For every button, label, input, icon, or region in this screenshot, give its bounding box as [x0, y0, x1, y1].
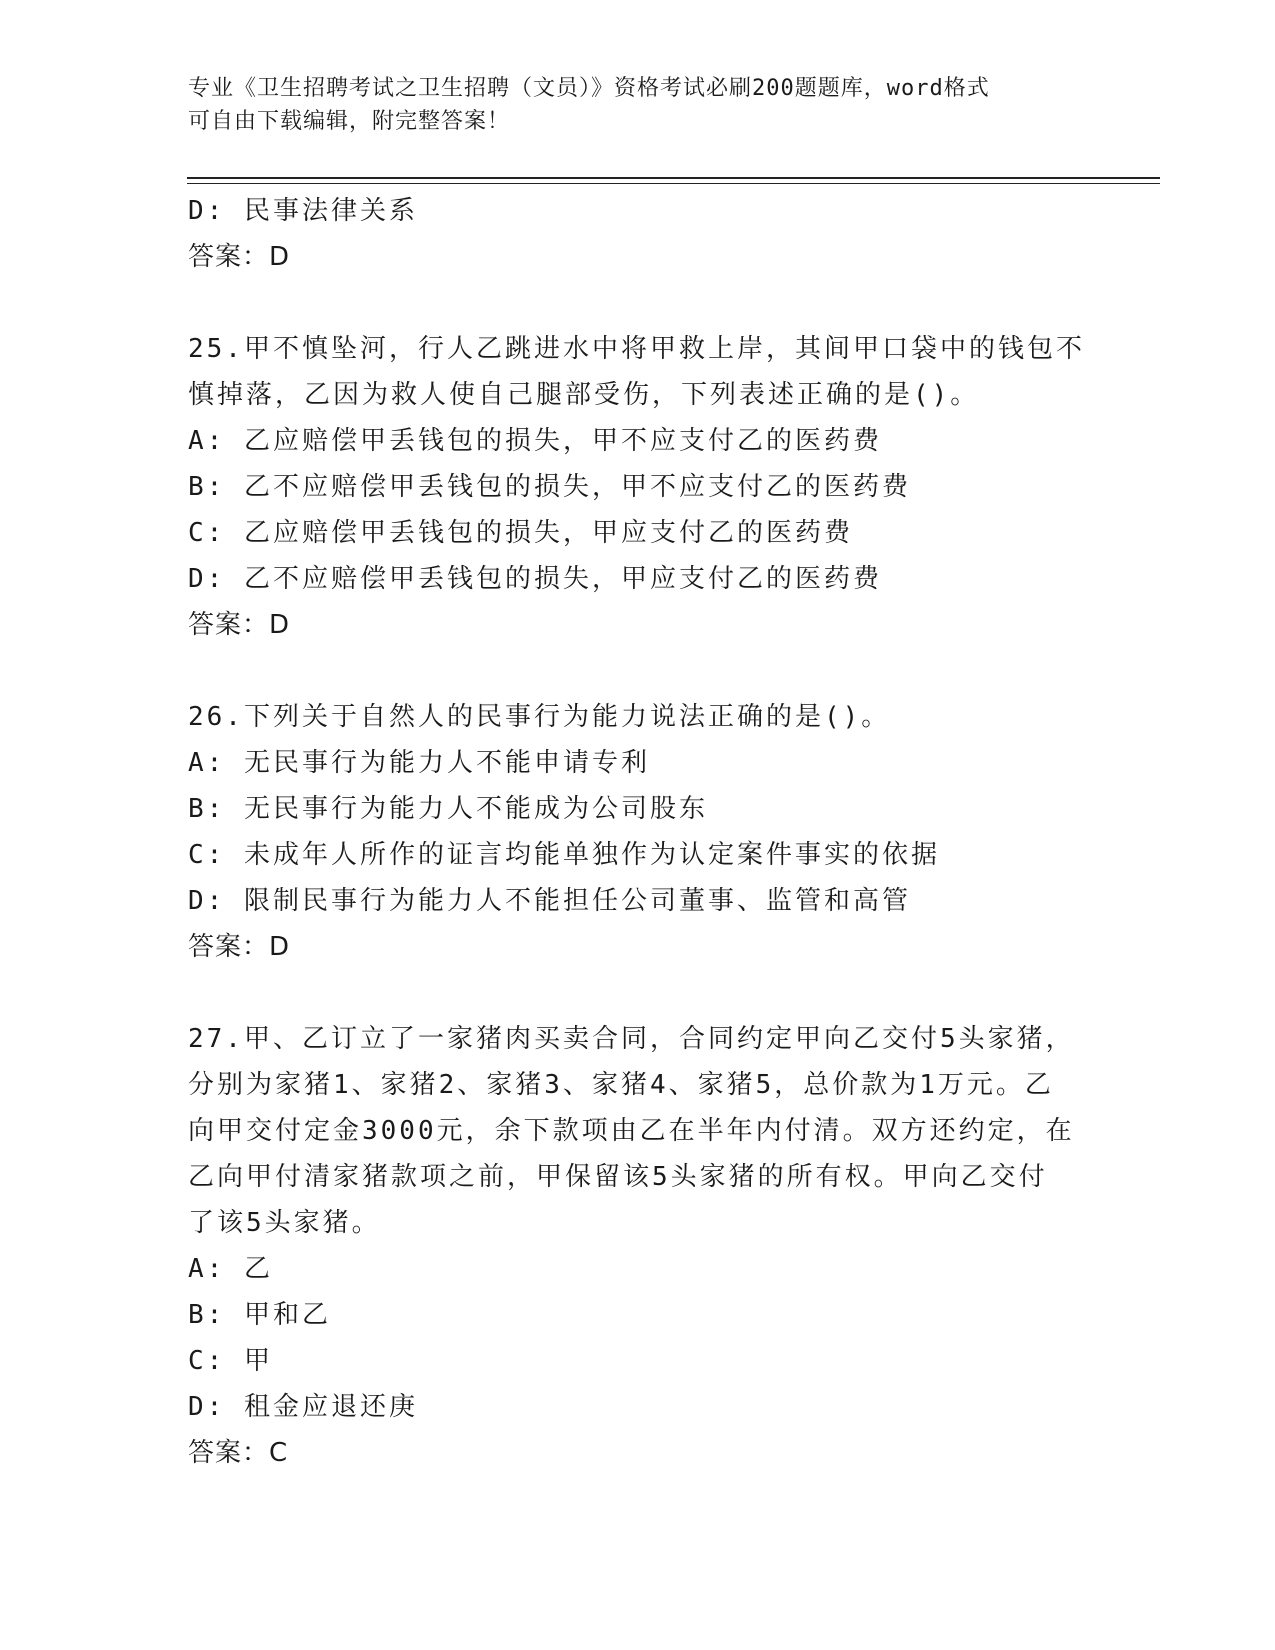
- option-b: B: 乙不应赔偿甲丢钱包的损失，甲不应支付乙的医药费: [188, 472, 911, 502]
- document-header: [188, 72, 1088, 138]
- option-d: D: 限制民事行为能力人不能担任公司董事、监管和高管: [188, 886, 911, 916]
- question-stem-line: 向甲交付定金3000元，余下款项由乙在半年内付清。双方还约定，在: [188, 1116, 1075, 1146]
- header-divider-thin: [187, 183, 1160, 184]
- question-stem-line: 分别为家猪1、家猪2、家猪3、家猪4、家猪5，总价款为1万元。乙: [188, 1070, 1054, 1100]
- answer: 答案：D: [188, 610, 291, 640]
- question-stem-line: 慎掉落，乙因为救人使自己腿部受伤，下列表述正确的是()。: [188, 380, 980, 410]
- header-line-1: 专业《卫生招聘考试之卫生招聘（文员）》资格考试必刷200题题库，word格式: [188, 76, 990, 101]
- option-a: A: 乙应赔偿甲丢钱包的损失，甲不应支付乙的医药费: [188, 426, 882, 456]
- header-divider-thick: [187, 177, 1160, 179]
- option-d: D: 民事法律关系: [188, 196, 418, 226]
- header-line-2: 可自由下载编辑，附完整答案！: [188, 109, 511, 134]
- answer: 答案：C: [188, 1438, 289, 1468]
- option-b: B: 甲和乙: [188, 1300, 331, 1330]
- option-b: B: 无民事行为能力人不能成为公司股东: [188, 794, 708, 824]
- spacer: [188, 648, 1088, 694]
- spacer: [188, 280, 1088, 326]
- option-d: D: 租金应退还庚: [188, 1392, 418, 1422]
- question-stem-line: 26.下列关于自然人的民事行为能力说法正确的是()。: [188, 702, 891, 732]
- question-26: [188, 694, 1088, 970]
- question-stem-line: 了该5头家猪。: [188, 1208, 381, 1238]
- answer: 答案：D: [188, 932, 291, 962]
- option-c: C: 乙应赔偿甲丢钱包的损失，甲应支付乙的医药费: [188, 518, 853, 548]
- option-a: A: 乙: [188, 1254, 273, 1284]
- option-c: C: 甲: [188, 1346, 273, 1376]
- option-a: A: 无民事行为能力人不能申请专利: [188, 748, 650, 778]
- question-list: [188, 188, 1088, 1476]
- question-stem-line: 25.甲不慎坠河，行人乙跳进水中将甲救上岸，其间甲口袋中的钱包不: [188, 334, 1085, 364]
- option-c: C: 未成年人所作的证言均能单独作为认定案件事实的依据: [188, 840, 940, 870]
- spacer: [188, 970, 1088, 1016]
- option-d: D: 乙不应赔偿甲丢钱包的损失，甲应支付乙的医药费: [188, 564, 882, 594]
- question-stem-line: 27.甲、乙订立了一家猪肉买卖合同，合同约定甲向乙交付5头家猪，: [188, 1024, 1075, 1054]
- answer: 答案：D: [188, 242, 291, 272]
- previous-question-tail: [188, 188, 1088, 280]
- question-27: [188, 1016, 1088, 1476]
- question-stem-line: 乙向甲付清家猪款项之前，甲保留该5头家猪的所有权。甲向乙交付: [188, 1162, 1048, 1192]
- question-25: [188, 326, 1088, 648]
